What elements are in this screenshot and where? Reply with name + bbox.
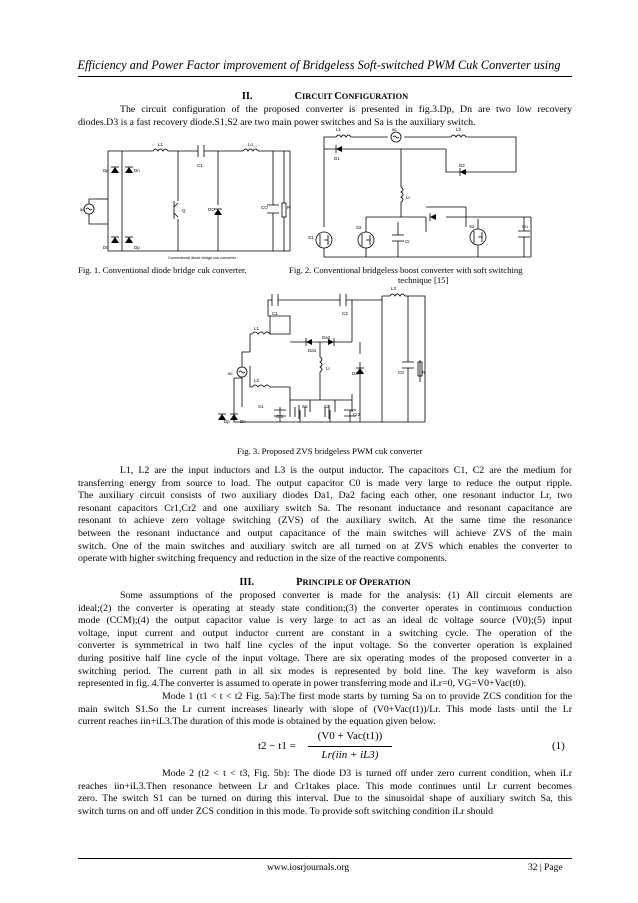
mode-2-paragraph: Mode 2 (t2 < t < t3, Fig. 5b): The diode D3 is turned off under zero current condition, when iLr reaches iin+iL3.Then resonance between Lr and Cr1takes place. This mode continues until Lr current becomes zero. The switch S1 can be turned on during this interval. Due to the sinusoidal shape of auxiliary switch Sa, this switch turns on and off under ZCS condition in this mode. To provide soft switching condition iLr should (78, 768, 572, 817)
fig1-label-r: R (287, 205, 291, 210)
fig3-label-dp: Dp (224, 419, 230, 424)
fig3-label-c2: C2 (342, 311, 348, 316)
figure-3-caption: Fig. 3. Proposed ZVS bridgeless PWM cuk converter (237, 446, 423, 456)
fig1-label-q: Q (182, 208, 186, 213)
fig2-label-ac: ac (392, 127, 397, 132)
figure-1-caption: Fig. 1. Conventional diode bridge cuk converter. (78, 265, 247, 275)
fig3-label-ac: ac (228, 371, 233, 376)
fig1-label-dp-bot: Dp (134, 245, 140, 250)
equation-number: (1) (552, 740, 565, 752)
fig2-label-d2: D2 (459, 163, 465, 168)
fig1-sub-label: Conventional diode bridge cuk converter (168, 256, 236, 260)
fig1-label-co: CO (261, 205, 268, 210)
component-paragraph: L1, L2 are the input inductors and L3 is the output inductor. The capacitors C1, C2 are the medium for transferring energy from source to load. The output capacitor C0 is made very large to reduce the output ripple. The auxiliary circuit consists of two auxiliary diodes Da1, Da2 facing each other, one resonant inductor Lr, two resonant capacitors Cr1,Cr2 and one auxiliary switch Sa. The resonant inductance and resonant capacitance are resonant to achieve zero voltage switching (ZVS) of the auxiliary switch. At the same time the resonance between the resonant inductance and output capacitance of the main switches will achieve ZVS of the main switch. One of the main switches and auxiliary switch are all turned on at ZVS which enables the converter to operate with higher switching frequency and reduction in the size of the reactive components. (78, 465, 572, 565)
section-2-heading: II. CIRCUIT CONFIGURATION (241, 91, 409, 102)
fig2-label-d1: D1 (334, 156, 340, 161)
equation-lhs: t2 − t1 = (258, 740, 296, 752)
fig3-label-dn: Dn (240, 419, 246, 424)
footer-url[interactable]: www.iosrjournals.org (267, 863, 350, 873)
fig2-label-lr: Lr (406, 195, 411, 200)
equation-fraction-bar (308, 746, 392, 747)
header-rule (78, 76, 572, 77)
fig2-label-l1: L1 (336, 127, 342, 132)
fig3-label-r: R (422, 370, 426, 375)
equation-denominator: Lr(iin + iL3) (321, 749, 379, 761)
intro-paragraph: The circuit configuration of the proposed converter is presented in fig.3.Dp, Dn are two low recovery diodes.D3 is a fast recovery diode.S1,S2 are two main power switches and Sa is the auxiliary switch. (78, 104, 572, 128)
fig1-label-l1: L1 (158, 142, 164, 147)
fig1-label-ac: ac (80, 207, 85, 212)
figure-1-circuit (78, 139, 300, 264)
fig3-label-s2: S2 (324, 404, 330, 409)
fig1-label-dn-bot: Dn (103, 245, 109, 250)
fig1-label-dp-top: Dp (103, 168, 109, 173)
fig2-label-s1: S1 (308, 235, 314, 240)
fig2-label-l2: L2 (456, 127, 462, 132)
fig3-label-da1: Da1 (308, 348, 317, 353)
fig3-label-c0: C0 (398, 370, 404, 375)
fig2-label-cr: Cr (405, 239, 410, 244)
figure-3-circuit (210, 282, 436, 442)
mode-1-paragraph: Mode 1 (t1 < t < t2 Fig. 5a):The first mode starts by turning Sa on to provide ZCS condition for the main switch S1.So the Lr current increases linearly with slope of (V0+Vac(t1))/Lr. This mode lasts until the Lr current reaches iin+iL3.The duration of this mode is obtained by the equation given below. (78, 691, 572, 728)
fig1-label-dn-top: Dn (134, 168, 140, 173)
fig1-label-lo: Lo (248, 142, 254, 147)
figure-2-circuit (306, 127, 536, 262)
fig1-label-c1: C1 (197, 163, 203, 168)
figure-2-caption-line1: Fig. 2. Conventional bridgeless boost converter with soft switching (289, 265, 523, 275)
fig1-label-do: DO (208, 207, 215, 212)
assumptions-paragraph: Some assumptions of the proposed converter is made for the analysis: (1) All circuit elements are ideal;(2) the converter is operating at steady state condition;(3) the converter operates in continuous conduction mode (CCM);(4) the output capacitor value is very large to act as an ideal dc voltage source (V0);(5) input voltage, input current and output inductor current are constant in a switching cycle. The operation of the converter is symmetrical in two half line cycles of the input voltage. So the converter operation is explained during positive half line cycle of the input voltage. There are six operating modes of the proposed converter in a switching period. The current path in all six modes is represented by bold line. The key waveform is also represented in fig. 4.The converter is assumed to operate in power transferring mode and iLr=0, VG=V0+Vac(t0). (78, 590, 572, 690)
fig3-label-l3: L3 (391, 286, 397, 291)
section-3-number: III. (239, 577, 255, 588)
fig3-label-cr1: Cr1 (276, 414, 284, 419)
fig3-label-lr: Lr (326, 366, 331, 371)
fig3-label-s1: S1 (258, 404, 264, 409)
running-head: Efficiency and Power Factor improvement of Bridgeless Soft-switched PWM Cuk Converter using (77, 58, 561, 72)
section-2-number: II. (241, 91, 253, 102)
fig3-label-cr2: Cr2 (353, 412, 361, 417)
footer-rule (78, 858, 572, 859)
fig2-label-co: Co (522, 224, 528, 229)
fig2-label-s2b: S2 (469, 224, 475, 229)
figure-2-caption-line2: technique [15] (398, 275, 449, 285)
fig3-label-d3: D3 (352, 371, 358, 376)
fig3-label-l1: L1 (254, 326, 260, 331)
section-3-heading: III. PRINCIPLE OF OPERATION (239, 577, 411, 588)
fig3-label-c1: C1 (272, 311, 278, 316)
fig3-label-sa: Sa (302, 404, 308, 409)
page-number: 32 | Page (528, 863, 563, 873)
fig3-label-da2: Da2 (322, 335, 331, 340)
fig2-label-s2: S2 (356, 225, 362, 230)
equation-numerator: (V0 + Vac(t1)) (317, 730, 383, 742)
fig3-label-l2: L2 (254, 378, 260, 383)
